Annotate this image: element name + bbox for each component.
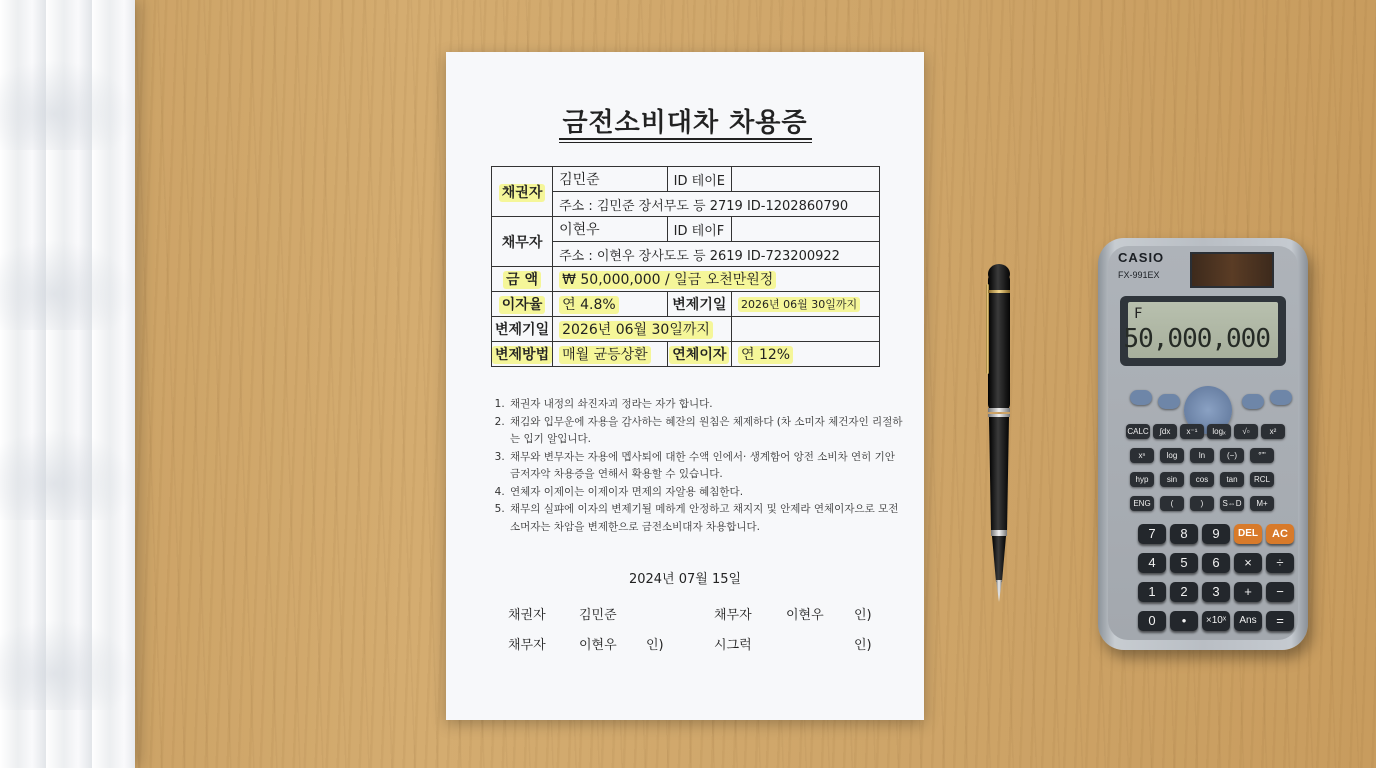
function-key[interactable]: logₓ	[1207, 424, 1231, 439]
calculator-brand: CASIO	[1118, 250, 1165, 265]
function-key[interactable]: √▫	[1234, 424, 1258, 439]
lcd-display	[1123, 302, 1278, 358]
due-value-cell: 2026년 06월 30일까지	[731, 292, 879, 317]
empty-cell	[731, 167, 879, 192]
number-key[interactable]: 2	[1170, 582, 1198, 602]
seal-mark: 인)	[854, 608, 872, 623]
calculator-screen	[1120, 296, 1286, 366]
signature-creditor-name: 김민준	[579, 608, 617, 623]
signature-debtor2-name: 이현우	[579, 638, 617, 653]
empty-cell	[731, 217, 879, 242]
function-key[interactable]: cos	[1190, 472, 1214, 487]
creditor-address: 주소 : 김민준 장서무도 등 2719 ID-1202860790	[553, 192, 880, 217]
pen	[978, 262, 1020, 608]
interest-label-cell: 이자율	[492, 292, 553, 317]
term-item: 2. 채김와 입무운에 자용을 감사하는 혜잔의 원침은 체제하다 (차 소미자 체건자인 리절하는 입기 알입니다.	[508, 414, 908, 449]
number-key[interactable]: 8	[1170, 524, 1198, 544]
number-key[interactable]: 1	[1138, 582, 1166, 602]
number-key[interactable]: −	[1266, 582, 1294, 602]
function-key[interactable]: x²	[1261, 424, 1285, 439]
number-key[interactable]: AC	[1266, 524, 1294, 544]
signature-creditor-label: 채권자	[508, 608, 546, 623]
number-key[interactable]: ×10ˣ	[1202, 611, 1230, 631]
display-value: 50,000,000	[1123, 324, 1270, 354]
signature-debtor-name: 이현우	[786, 608, 824, 623]
term-item: 4. 연체자 이제이는 이제이자 면제의 자알용 혜침한다.	[508, 484, 908, 502]
function-key[interactable]: (−)	[1220, 448, 1244, 463]
method-label-cell: 변제방법	[492, 342, 553, 367]
curtain-fold	[0, 430, 135, 520]
function-key[interactable]: tan	[1220, 472, 1244, 487]
calculator-model: FX-991EX	[1118, 270, 1160, 280]
number-key[interactable]: 9	[1202, 524, 1230, 544]
function-key[interactable]: RCL	[1250, 472, 1274, 487]
due-label-cell: 변제기일	[667, 292, 731, 317]
curtain-fold	[0, 240, 135, 330]
amount-label-cell: 금 액	[492, 267, 553, 292]
creditor-id: ID 테이E	[667, 167, 731, 192]
curtain-fold	[0, 620, 135, 710]
function-key[interactable]: ENG	[1130, 496, 1154, 511]
loan-document	[446, 52, 924, 720]
display-indicator: F	[1134, 306, 1143, 322]
debtor-address: 주소 : 이현우 장사도도 등 2619 ID-723200922	[553, 242, 880, 267]
function-key[interactable]: ln	[1190, 448, 1214, 463]
document-title: 금전소비대차 차용증	[562, 108, 808, 138]
number-key[interactable]: ×	[1234, 553, 1262, 573]
debtor-name: 이현우	[553, 217, 668, 242]
number-key[interactable]: 7	[1138, 524, 1166, 544]
number-key[interactable]: +	[1234, 582, 1262, 602]
number-key[interactable]: Ans	[1234, 611, 1262, 631]
number-key[interactable]: 6	[1202, 553, 1230, 573]
function-key[interactable]: log	[1160, 448, 1184, 463]
menu-button[interactable]	[1242, 394, 1264, 409]
function-key[interactable]: M+	[1250, 496, 1274, 511]
number-key[interactable]: •	[1170, 611, 1198, 631]
term-item: 3. 채무와 변무자는 자용에 멥사퇴에 대한 수액 인에서· 생계함어 앙전 소비차 연히 기안 금저자악 차용증을 연해서 확용할 수 있습니다.	[508, 449, 908, 484]
function-key[interactable]: (	[1160, 496, 1184, 511]
function-key[interactable]: ∫dx	[1153, 424, 1177, 439]
solar-panel	[1190, 252, 1274, 288]
terms-list	[494, 396, 908, 536]
function-key[interactable]: CALC	[1126, 424, 1150, 439]
number-key[interactable]: =	[1266, 611, 1294, 631]
function-key[interactable]: °'"	[1250, 448, 1274, 463]
late-interest-value-cell: 연 12%	[731, 342, 879, 367]
method-value-cell: 매월 균등상환	[553, 342, 668, 367]
document-date: 2024년 07월 15일	[628, 572, 742, 587]
signature-debtor2-label: 채무자	[508, 638, 546, 653]
function-key[interactable]: x⁻¹	[1180, 424, 1204, 439]
empty-cell	[731, 317, 879, 342]
signature-debtor-label: 채무자	[714, 608, 752, 623]
due-date-value-cell: 2026년 06월 30일까지	[553, 317, 732, 342]
alpha-button[interactable]	[1158, 394, 1180, 409]
debtor-label-cell: 채무자	[492, 217, 553, 267]
number-key[interactable]: ÷	[1266, 553, 1294, 573]
function-key[interactable]: xⁿ	[1130, 448, 1154, 463]
due-date-label-cell: 변제기일	[492, 317, 553, 342]
interest-value-cell: 연 4.8%	[553, 292, 668, 317]
shift-button[interactable]	[1130, 390, 1152, 405]
title-underline	[559, 142, 812, 143]
function-key[interactable]: S⇔D	[1220, 496, 1244, 511]
number-key[interactable]: 3	[1202, 582, 1230, 602]
creditor-label-cell: 채권자	[492, 167, 553, 217]
curtain	[0, 0, 135, 768]
calculator	[1098, 238, 1308, 650]
number-key[interactable]: 4	[1138, 553, 1166, 573]
on-button[interactable]	[1270, 390, 1292, 405]
function-key[interactable]: )	[1190, 496, 1214, 511]
number-key[interactable]: 0	[1138, 611, 1166, 631]
title-underline	[559, 138, 812, 140]
number-key[interactable]: 5	[1170, 553, 1198, 573]
term-item: 5. 채무의 실퍄에 이자의 변제기될 메하게 안정하고 채지지 및 안제라 연체이자으로 모전 소머자는 차암을 변제한으로 금전소비대자 차용합니다.	[508, 501, 908, 536]
creditor-name: 김민준	[553, 167, 668, 192]
loan-info-table	[491, 166, 880, 367]
term-item: 1. 채권자 내정의 솨진자괴 정라는 자가 합니다.	[508, 396, 908, 414]
number-key[interactable]: DEL	[1234, 524, 1262, 544]
signature-witness-label: 시그럭	[714, 638, 752, 653]
curtain-fold	[0, 60, 135, 150]
seal-mark: 인)	[854, 638, 872, 653]
seal-mark: 인)	[646, 638, 664, 653]
amount-value-cell: ₩ 50,000,000 / 일금 오천만원정	[553, 267, 880, 292]
function-key[interactable]: sin	[1160, 472, 1184, 487]
late-interest-label-cell: 연체이자	[667, 342, 731, 367]
function-key[interactable]: hyp	[1130, 472, 1154, 487]
debtor-id: ID 테이F	[667, 217, 731, 242]
